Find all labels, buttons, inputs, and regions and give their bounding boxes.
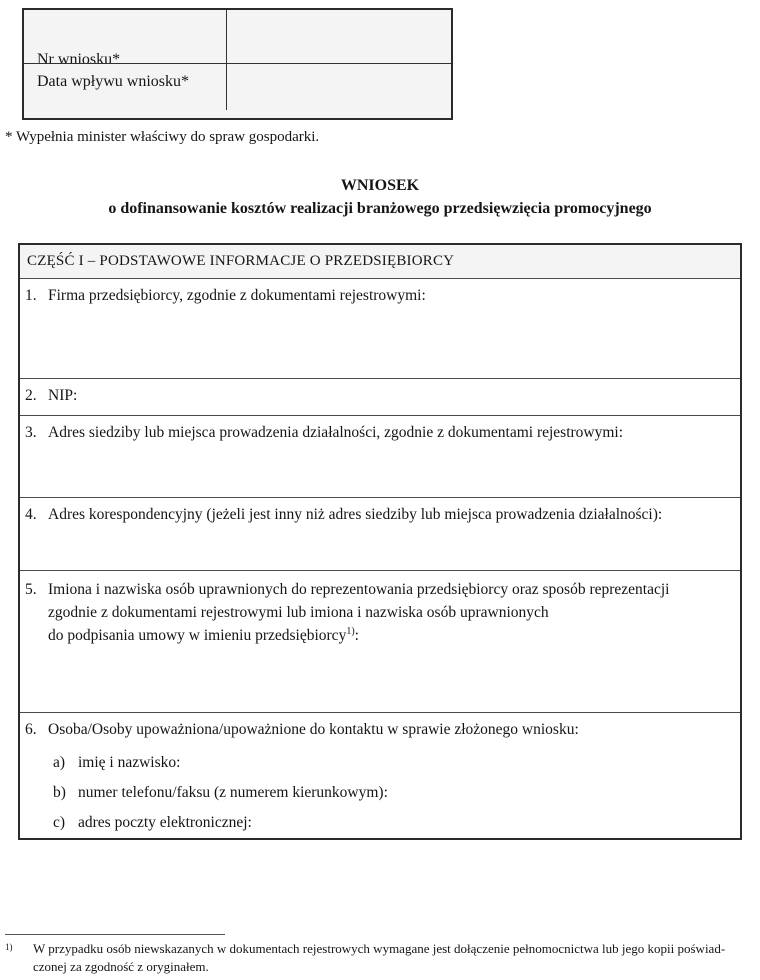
intake-table <box>22 8 453 120</box>
field-adres-korespondencyjny-label: Adres korespondencyjny (jeżeli jest inny niż adres siedziby lub miejsca prowadzenia działalności): <box>48 506 663 523</box>
field-firma-label: Firma przedsiębiorcy, zgodnie z dokumentami rejestrowymi: <box>48 287 426 304</box>
part1-table <box>18 243 742 840</box>
item-number: 2. <box>25 387 37 404</box>
data-wplywu-value-cell <box>227 63 451 100</box>
item-number: 5. <box>25 581 37 598</box>
subitem-imie-nazwisko-label: imię i nazwisko: <box>78 754 181 771</box>
item-number: 3. <box>25 424 37 441</box>
field-osoby-uprawnione <box>20 570 740 712</box>
field-osoba-kontaktowa <box>20 712 740 838</box>
item-number: 6. <box>25 721 37 738</box>
item-number: 4. <box>25 506 37 523</box>
footnote-marker: 1) <box>5 942 13 952</box>
footnote <box>5 940 755 976</box>
data-wplywu-label: Data wpływu wniosku* <box>24 63 227 100</box>
subitem-imie-nazwisko <box>53 752 732 773</box>
subitem-email <box>53 812 732 833</box>
field-nip-label: NIP: <box>48 387 78 404</box>
field-adres-siedziby <box>20 415 740 497</box>
subitem-telefon-faks-label: numer telefonu/faksu (z numerem kierunkowym): <box>78 784 388 801</box>
form-title <box>0 174 760 220</box>
field-firma <box>20 278 740 378</box>
subitem-letter: c) <box>53 814 66 831</box>
section-header-part1: CZĘŚĆ I – PODSTAWOWE INFORMACJE O PRZEDSIĘBIORCY <box>20 245 740 278</box>
field-adres-korespondencyjny <box>20 497 740 570</box>
subitem-letter: a) <box>53 754 66 771</box>
subitem-email-label: adres poczty elektronicznej: <box>78 814 252 831</box>
form-title-line1: WNIOSEK <box>340 177 420 194</box>
subitem-letter: b) <box>53 784 66 801</box>
field-adres-siedziby-label: Adres siedziby lub miejsca prowadzenia działalności, zgodnie z dokumentami rejestrowymi: <box>48 424 624 441</box>
footnote-reference: 1) <box>346 625 355 637</box>
footnote-text: W przypadku osób niewskazanych w dokumentach rejestrowych wymagane jest dołączenie pełnomocnictwa lub jego kopii poświad- czonej za zgodność z oryginałem. <box>33 941 726 974</box>
item-number: 1. <box>25 287 37 304</box>
field-nip <box>20 378 740 415</box>
field-osoba-kontaktowa-label: Osoba/Osoby upoważniona/upoważnione do kontaktu w sprawie złożonego wniosku: <box>48 721 579 738</box>
asterisk-note: * Wypełnia minister właściwy do spraw gospodarki. <box>5 129 320 145</box>
contact-subitems <box>53 752 732 833</box>
nr-wniosku-label: Nr wniosku* <box>24 10 227 110</box>
subitem-telefon-faks <box>53 782 732 803</box>
form-title-line2: o dofinansowanie kosztów realizacji branżowego przedsięwzięcia promocyjnego <box>108 200 652 217</box>
field-osoby-uprawnione-label: Imiona i nazwiska osób uprawnionych do reprezentowania przedsiębiorcy oraz sposób reprezentacji zgodnie z dokumentami rejestrowymi lub imiona i nazwiska osób uprawnionych do podpisania umowy w imieniu przedsiębiorcy$^{1)}$: <box>48 581 670 644</box>
footnote-separator <box>5 934 225 935</box>
